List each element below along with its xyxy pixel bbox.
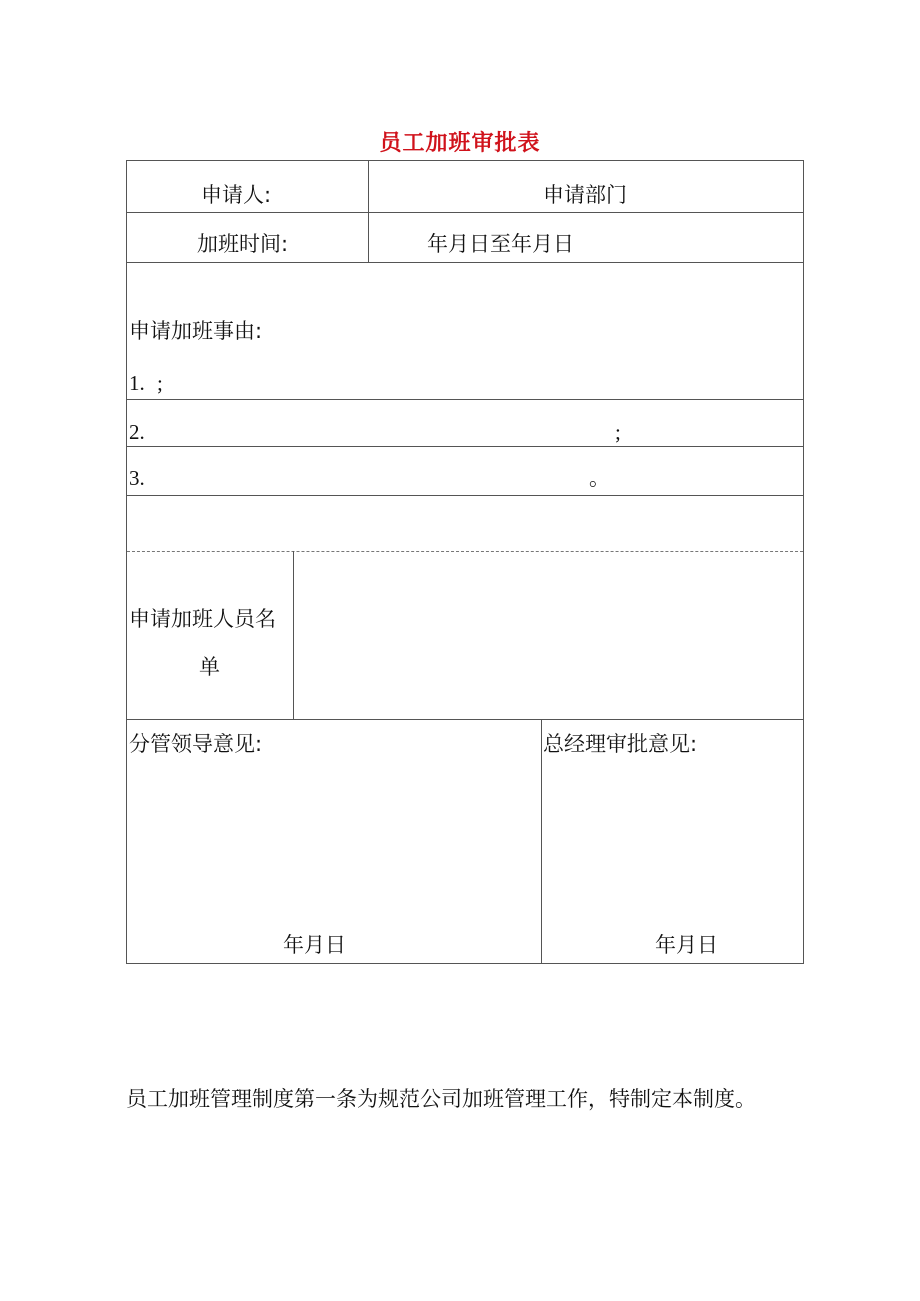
reason-item-3-end: 。 [589,466,610,490]
reason-item-3-number: 3. [129,466,145,490]
row-divider-1 [127,212,803,213]
overtime-time-label: 加班时间: [197,232,289,256]
row-divider-3 [127,399,803,400]
overtime-time-value: 年月日至年月日 [427,232,574,256]
col-divider-staff [293,551,294,719]
row-divider-6 [127,551,803,552]
reason-item-2-number: 2. [129,420,145,444]
col-divider-top [368,161,369,262]
row-divider-7 [127,719,803,720]
row-divider-2 [127,262,803,263]
reason-item-1-number: 1. [129,371,145,395]
gm-date: 年月日 [655,933,718,957]
row-divider-4 [127,446,803,447]
applicant-label: 申请人: [201,183,272,207]
reason-item-2-end: ; [615,420,621,444]
gm-opinion-label: 总经理审批意见: [543,732,698,756]
reason-label: 申请加班事由: [129,319,263,343]
row-divider-5 [127,495,803,496]
overtime-approval-form [126,160,804,964]
footer-paragraph: 员工加班管理制度第一条为规范公司加班管理工作，特制定本制度。 [126,1087,756,1111]
staff-list-label-line1: 申请加班人员名 [129,607,276,631]
form-title: 员工加班审批表 [379,131,541,156]
col-divider-opinion [541,719,542,963]
supervisor-opinion-label: 分管领导意见: [129,732,263,756]
staff-list-label-line2: 单 [199,655,220,679]
supervisor-date: 年月日 [283,933,346,957]
department-label: 申请部门 [543,183,627,207]
reason-item-1-end: ; [157,371,163,395]
